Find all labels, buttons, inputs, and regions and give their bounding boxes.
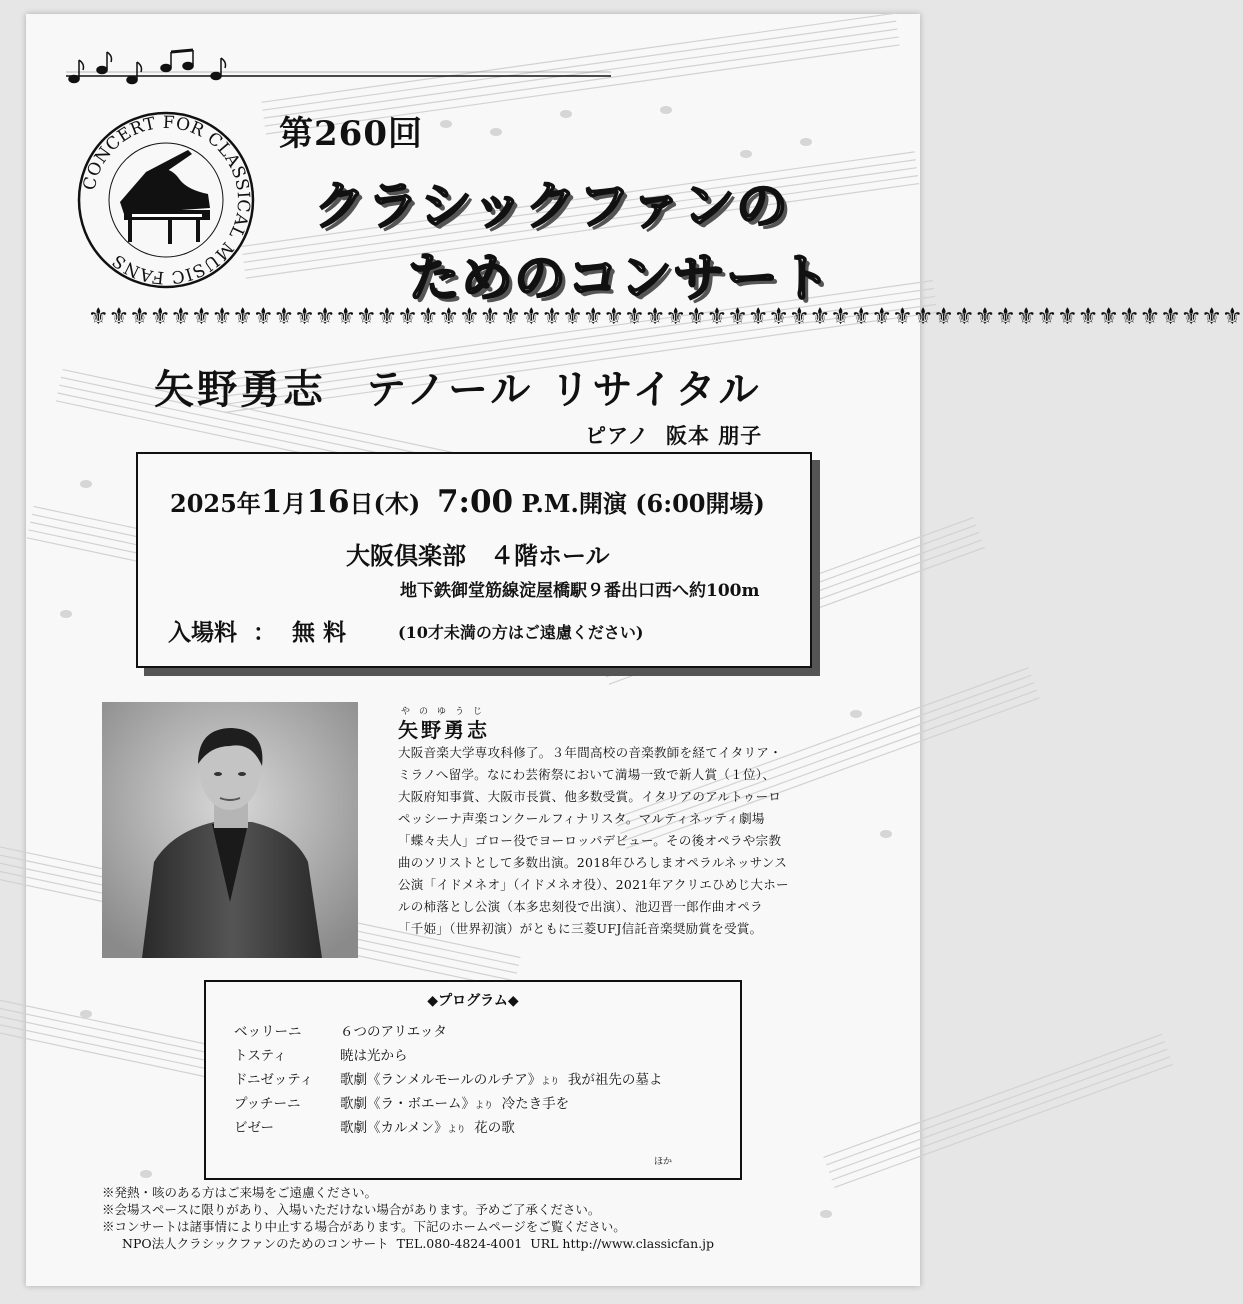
event-info-box [136,452,812,668]
program-from: より [541,1077,560,1087]
program-item [234,1044,408,1064]
program-from: より [475,1101,494,1111]
logo-circular-text: CONCERT FOR CLASSICAL MUSIC FANS [79,112,254,288]
program-composer: ベッリーニ [234,1024,302,1040]
ornament-divider: ⚜⚜⚜⚜⚜⚜⚜⚜⚜⚜⚜⚜⚜⚜⚜⚜⚜⚜⚜⚜⚜⚜⚜⚜⚜⚜⚜⚜⚜⚜⚜⚜⚜⚜⚜⚜⚜⚜⚜⚜⚜⚜⚜⚜⚜⚜⚜⚜⚜⚜⚜⚜⚜⚜⚜⚜ [88,304,1243,330]
footer-contact [102,1235,714,1252]
recital-title: テノール リサイタル [366,366,762,413]
music-notes-decoration [66,46,611,91]
program-composer: ドニゼッティ [234,1072,314,1088]
bio-line: ルの柿落とし公演（本多忠刻役で出演）、池辺晋一郎作曲オペラ [398,899,763,914]
performer-photo [102,702,358,958]
performer-name: 矢野勇志 [154,366,326,413]
bio-line: 曲のソリストとして多数出演。2018年ひろしまオペラルネッサンス [398,855,788,870]
performer-biography [398,742,884,940]
venue-name: 大阪倶楽部 ４階ホール [346,541,610,570]
program-item [234,1068,662,1088]
bio-line: 「千姫」（世界初演）がともに三菱UFJ信託音楽奨励賞を受賞。 [398,921,763,936]
footer-note: ※コンサートは諸事情により中止する場合があります。下記のホームページをご覧ください。 [102,1219,626,1234]
admission-age-note: (10才未満の方はご遠慮ください) [398,623,644,642]
start-time: 7:00 [436,484,514,520]
footer-note: ※会場スペースに限りがあり、入場いただけない場合があります。予めご了承ください。 [102,1202,601,1217]
admission-separator: ： [253,619,277,646]
admission-fee [168,614,346,647]
program-aria: 花の歌 [474,1120,515,1136]
doors-open-time: (6:00開場) [635,489,765,518]
pianist-label: ピアノ [585,424,650,448]
concert-logo [76,110,256,290]
program-item [234,1092,569,1112]
date-year-unit: 年 [236,489,261,518]
performer-name-ruby: やのゆうじ [401,707,492,717]
program-work: 歌劇《ラ・ボエーム》 [340,1096,475,1112]
bio-line: 大阪音楽大学専攻科修了。３年間高校の音楽教師を経てイタリア・ [398,745,783,760]
program-composer: トスティ [234,1048,287,1064]
pianist-name: 阪本 朋子 [665,424,763,448]
program-aria: 我が祖先の墓よ [567,1072,663,1088]
bio-line: ペッシーナ声楽コンクールフィナリスタ。マルティネッティ劇場 [398,811,765,826]
flyer-sheet [26,14,1243,1286]
bio-performer-name: 矢野勇志 [398,718,490,742]
event-datetime [170,484,765,520]
program-composer: ビゼー [234,1120,274,1136]
url-label: URL [530,1236,559,1251]
date-year: 2025 [170,489,237,518]
program-work: 歌劇《カルメン》 [340,1120,448,1136]
footer-notes [102,1184,714,1252]
pianist-credit [585,420,762,450]
bio-line: ミラノへ留学。なにわ芸術祭において満場一致で新人賞（１位）、 [398,767,776,782]
date-month: 1 [260,484,283,520]
program-work: 歌劇《ランメルモールのルチア》 [340,1072,542,1088]
date-day: 16 [306,484,350,520]
program-title: ◆プログラム◆ [427,993,519,1009]
footer-note: ※発熱・咳のある方はご来場をご遠慮ください。 [102,1185,378,1200]
date-weekday: (木) [373,489,421,518]
program-aria: 冷たき手を [501,1096,570,1112]
date-month-unit: 月 [282,489,307,518]
program-item [234,1020,447,1040]
edition-number: 第260回 [279,114,423,154]
bio-line: 大阪府知事賞、大阪市長賞、他多数受賞。イタリアのアルトゥーロ [398,789,782,804]
start-time-suffix: P.M.開演 [521,489,627,518]
organizer-name: NPO法人クラシックファンのためのコンサート [122,1236,389,1251]
organizer-phone: TEL.080-4824-4001 [396,1236,523,1251]
performer-portrait-image [102,702,358,958]
admission-label: 入場料 [168,619,237,646]
program-box [204,980,742,1180]
concert-title-line-1: クラシックファンの [314,177,789,237]
program-work: ６つのアリエッタ [340,1024,447,1040]
program-etc: ほか [654,1157,673,1167]
admission-value: 無 料 [292,619,347,646]
date-day-unit: 日 [349,489,374,518]
organizer-website-link[interactable]: http://www.classicfan.jp [562,1236,715,1251]
venue-access: 地下鉄御堂筋線淀屋橋駅９番出口西へ約100m [400,581,760,601]
program-work: 暁は光から [340,1048,408,1064]
recital-heading [154,358,762,415]
bio-line: 「蝶々夫人」ゴロー役でヨーロッパデビュー。その後オペラや宗教 [398,833,782,848]
program-item [234,1116,515,1136]
program-from: より [447,1125,466,1135]
bio-line: 公演「イドメネオ」（イドメネオ役）、2021年アクリエひめじ大ホー [398,877,789,892]
program-composer: プッチーニ [234,1096,301,1112]
concert-title-line-2: ためのコンサート [408,249,833,309]
